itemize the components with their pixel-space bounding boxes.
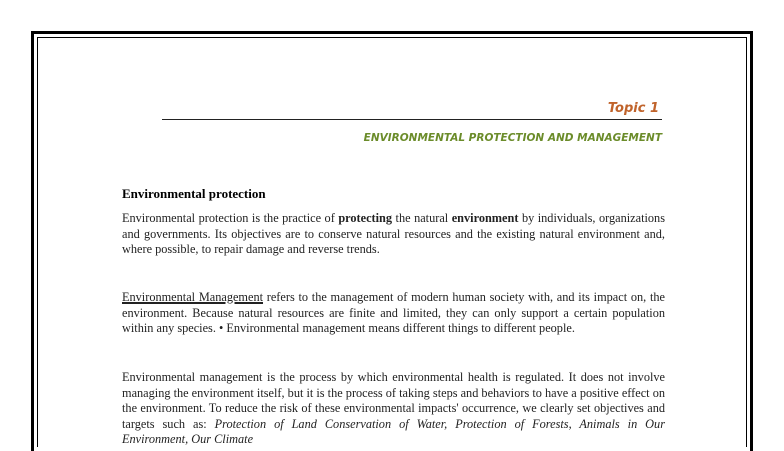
environmental-management-link[interactable]: Environmental Management	[122, 290, 264, 304]
p2-text-rest: refers to the management of modern human society with, and its impact on, the environment. Because natural resources are finite and limited, they can only support a certain population within any species. • Environmental management means different things to different people.	[122, 290, 665, 335]
p3-italic-targets: Protection of Land Conservation of Water, Protection of Forests, Animals in Our Environment, Our Climate	[122, 416, 665, 446]
paragraph-3	[122, 370, 665, 448]
topic-label: Topic 1	[607, 101, 659, 116]
document-subtitle: ENVIRONMENTAL PROTECTION AND MANAGEMENT	[363, 132, 662, 144]
p1-text-a: Environmental protection is the practice of	[122, 211, 339, 225]
paragraph-1	[122, 211, 665, 258]
p1-text-d: by individuals, organizations and governments. Its objectives are to conserve natural resources and the existing natural environment and, where possible, to repair damage and reverse trends.	[122, 211, 665, 256]
p1-bold-environment: environment	[451, 211, 519, 225]
paragraph-2	[122, 290, 665, 337]
section-heading: Environmental protection	[122, 186, 266, 201]
p1-text-c: the natural	[392, 211, 452, 225]
p1-bold-protecting: protecting	[338, 211, 393, 225]
header-rule	[162, 119, 662, 120]
p3-text-a: Environmental management is the process by which environmental health is regulated. It does not involve managing the environment itself, but it is the process of taking steps and behaviors to have a positive effect on the environment. To reduce the risk of these environmental impacts' occurrence, we clearly set objectives and targets such as:	[122, 370, 665, 431]
